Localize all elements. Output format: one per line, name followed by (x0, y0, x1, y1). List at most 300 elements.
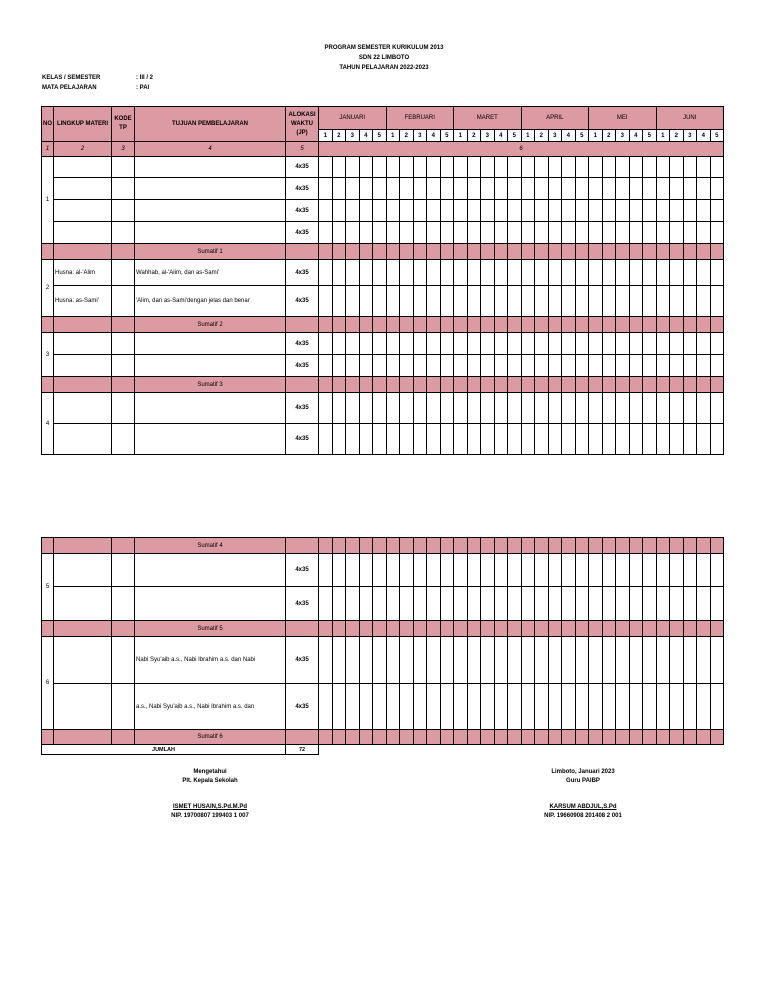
week-cell (508, 260, 522, 286)
week-cell (548, 554, 562, 587)
alokasi-cell: 4x35 (286, 157, 319, 178)
week-cell (508, 157, 522, 178)
week-cell (521, 554, 535, 587)
week-cell (386, 222, 400, 244)
week-cell (319, 377, 333, 393)
week-cell (481, 393, 495, 424)
kode-cell (112, 587, 135, 621)
week-cell (521, 621, 535, 637)
week-cell (535, 260, 549, 286)
week-cell (508, 621, 522, 637)
week-cell (319, 554, 333, 587)
week-cell (697, 637, 711, 684)
week-cell (440, 260, 454, 286)
week-cell (575, 377, 589, 393)
week-cell (386, 637, 400, 684)
lingkup-cell (54, 554, 112, 587)
week-cell (467, 200, 481, 222)
week-number: 4 (562, 130, 576, 142)
week-cell (683, 621, 697, 637)
kode-cell (112, 621, 135, 637)
sig-left-line2: Plt. Kepala Sekolah (182, 778, 238, 784)
week-cell (535, 377, 549, 393)
week-cell (346, 621, 360, 637)
week-cell (602, 286, 616, 317)
alokasi-cell: 4x35 (286, 178, 319, 200)
alokasi-cell: 4x35 (286, 424, 319, 455)
week-cell (589, 377, 603, 393)
week-cell (467, 286, 481, 317)
week-cell (413, 637, 427, 684)
week-cell (508, 200, 522, 222)
week-cell (697, 244, 711, 260)
week-cell (346, 200, 360, 222)
week-cell (710, 260, 724, 286)
week-cell (697, 538, 711, 554)
week-cell (629, 222, 643, 244)
week-cell (575, 730, 589, 745)
column-number: 3 (112, 142, 135, 157)
week-cell (710, 355, 724, 377)
week-cell (710, 157, 724, 178)
week-number: 2 (332, 130, 346, 142)
week-cell (670, 244, 684, 260)
week-cell (440, 200, 454, 222)
week-cell (467, 333, 481, 355)
week-cell (508, 587, 522, 621)
col-kode-header: KODE TP (112, 107, 135, 142)
week-cell (373, 333, 387, 355)
week-cell (467, 538, 481, 554)
week-cell (332, 355, 346, 377)
week-cell (697, 333, 711, 355)
lingkup-cell (54, 538, 112, 554)
week-cell (548, 157, 562, 178)
week-cell (386, 684, 400, 730)
no-cell (42, 538, 54, 554)
week-cell (602, 684, 616, 730)
week-cell (602, 333, 616, 355)
week-cell (319, 621, 333, 637)
week-cell (602, 244, 616, 260)
week-cell (427, 554, 441, 587)
alokasi-cell: 4x35 (286, 286, 319, 317)
week-cell (616, 684, 630, 730)
week-cell (697, 200, 711, 222)
table-row (42, 157, 724, 178)
week-cell (319, 286, 333, 317)
week-cell (319, 730, 333, 745)
week-cell (440, 538, 454, 554)
week-cell (359, 333, 373, 355)
week-cell (643, 244, 657, 260)
week-cell (427, 222, 441, 244)
week-cell (548, 222, 562, 244)
week-cell (454, 637, 468, 684)
week-cell (346, 377, 360, 393)
kode-cell (112, 393, 135, 424)
week-cell (359, 377, 373, 393)
week-number: 1 (521, 130, 535, 142)
week-number: 1 (656, 130, 670, 142)
week-cell (467, 157, 481, 178)
week-cell (373, 157, 387, 178)
kode-cell (112, 377, 135, 393)
week-cell (643, 178, 657, 200)
week-cell (535, 286, 549, 317)
week-cell (670, 355, 684, 377)
week-cell (440, 393, 454, 424)
week-cell (697, 730, 711, 745)
week-cell (589, 637, 603, 684)
week-cell (589, 730, 603, 745)
week-cell (346, 286, 360, 317)
week-cell (521, 333, 535, 355)
alokasi-cell: 4x35 (286, 393, 319, 424)
week-cell (629, 621, 643, 637)
lingkup-cell: Husna: as-Sami' (54, 286, 112, 317)
week-cell (494, 157, 508, 178)
week-cell (346, 538, 360, 554)
week-cell (332, 637, 346, 684)
week-cell (359, 637, 373, 684)
tujuan-cell (135, 355, 286, 377)
alokasi-cell: 4x35 (286, 200, 319, 222)
week-cell (629, 355, 643, 377)
week-cell (643, 684, 657, 730)
week-cell (656, 621, 670, 637)
week-cell (373, 355, 387, 377)
week-cell (400, 730, 414, 745)
week-cell (643, 424, 657, 455)
week-cell (602, 178, 616, 200)
week-cell (602, 377, 616, 393)
week-cell (346, 260, 360, 286)
week-cell (656, 157, 670, 178)
week-cell (629, 178, 643, 200)
sumatif-label: Sumatif 5 (135, 621, 286, 637)
tujuan-cell (135, 424, 286, 455)
week-cell (683, 393, 697, 424)
week-cell (629, 157, 643, 178)
week-cell (683, 554, 697, 587)
no-cell: 5 (42, 554, 54, 621)
week-cell (589, 178, 603, 200)
week-cell (454, 317, 468, 333)
week-cell (697, 222, 711, 244)
month-header: JUNI (656, 107, 724, 130)
week-cell (467, 222, 481, 244)
week-cell (332, 317, 346, 333)
week-cell (589, 244, 603, 260)
week-cell (710, 587, 724, 621)
week-cell (440, 621, 454, 637)
week-cell (697, 157, 711, 178)
sig-right-name: KARSUM ABDJUL,S.Pd (549, 804, 617, 810)
week-cell (710, 222, 724, 244)
week-cell (440, 730, 454, 745)
table-row (42, 538, 724, 554)
sumatif-label: Sumatif 3 (135, 377, 286, 393)
week-cell (508, 178, 522, 200)
week-cell (373, 393, 387, 424)
week-cell (535, 317, 549, 333)
week-cell (467, 317, 481, 333)
week-cell (670, 554, 684, 587)
week-cell (629, 393, 643, 424)
tujuan-cell (135, 393, 286, 424)
week-cell (521, 538, 535, 554)
week-cell (386, 538, 400, 554)
week-cell (319, 222, 333, 244)
table-row (42, 554, 724, 587)
week-cell (454, 730, 468, 745)
week-cell (454, 286, 468, 317)
week-cell (670, 377, 684, 393)
lingkup-cell (54, 424, 112, 455)
week-cell (386, 587, 400, 621)
week-cell (332, 554, 346, 587)
program-semester-table-page1 (41, 106, 724, 455)
table-row (42, 377, 724, 393)
week-cell (481, 333, 495, 355)
week-cell (386, 260, 400, 286)
week-cell (494, 621, 508, 637)
week-cell (346, 244, 360, 260)
table-row (42, 142, 724, 157)
week-cell (494, 587, 508, 621)
week-cell (670, 222, 684, 244)
week-cell (683, 538, 697, 554)
week-cell (481, 621, 495, 637)
week-cell (629, 377, 643, 393)
week-cell (683, 730, 697, 745)
week-cell (656, 377, 670, 393)
alokasi-cell: 4x35 (286, 355, 319, 377)
week-cell (589, 621, 603, 637)
week-cell (643, 587, 657, 621)
week-cell (535, 355, 549, 377)
week-cell (373, 637, 387, 684)
week-cell (413, 260, 427, 286)
no-cell (42, 317, 54, 333)
week-cell (413, 200, 427, 222)
week-cell (346, 637, 360, 684)
week-cell (440, 554, 454, 587)
week-cell (670, 684, 684, 730)
week-cell (386, 355, 400, 377)
week-cell (616, 286, 630, 317)
week-cell (710, 684, 724, 730)
week-cell (454, 587, 468, 621)
week-cell (332, 333, 346, 355)
alokasi-cell: 4x35 (286, 684, 319, 730)
week-cell (332, 157, 346, 178)
week-cell (589, 554, 603, 587)
week-cell (697, 554, 711, 587)
no-cell: 4 (42, 393, 54, 455)
week-cell (575, 587, 589, 621)
week-cell (454, 333, 468, 355)
week-cell (373, 730, 387, 745)
week-cell (467, 355, 481, 377)
table-row (42, 200, 724, 222)
kode-cell (112, 244, 135, 260)
school-name: SDN 22 LIMBOTO (358, 55, 410, 61)
week-cell (562, 317, 576, 333)
week-cell (683, 178, 697, 200)
mapel-label: MATA PELAJARAN (42, 85, 97, 91)
week-cell (400, 377, 414, 393)
week-cell (602, 260, 616, 286)
week-cell (562, 684, 576, 730)
week-cell (508, 355, 522, 377)
kode-cell (112, 178, 135, 200)
week-cell (508, 222, 522, 244)
alokasi-cell (286, 730, 319, 745)
week-cell (629, 333, 643, 355)
week-cell (670, 286, 684, 317)
week-cell (413, 333, 427, 355)
week-cell (521, 424, 535, 455)
week-cell (683, 637, 697, 684)
sumatif-label: Sumatif 4 (135, 538, 286, 554)
week-cell (535, 554, 549, 587)
week-cell (643, 730, 657, 745)
week-cell (670, 730, 684, 745)
week-cell (656, 538, 670, 554)
week-cell (346, 222, 360, 244)
week-cell (427, 333, 441, 355)
week-number: 5 (643, 130, 657, 142)
tujuan-cell (135, 587, 286, 621)
week-cell (400, 424, 414, 455)
no-cell (42, 377, 54, 393)
week-cell (670, 333, 684, 355)
week-cell (710, 538, 724, 554)
week-cell (481, 355, 495, 377)
lingkup-cell (54, 157, 112, 178)
kode-cell (112, 157, 135, 178)
table-row (42, 424, 724, 455)
week-cell (521, 587, 535, 621)
week-cell (562, 200, 576, 222)
week-cell (616, 730, 630, 745)
col-no-header: NO (42, 107, 54, 142)
week-cell (440, 157, 454, 178)
week-cell (629, 244, 643, 260)
week-cell (454, 355, 468, 377)
lingkup-cell (54, 637, 112, 684)
month-header: MARET (454, 107, 522, 130)
table-row (42, 260, 724, 286)
alokasi-cell: 4x35 (286, 260, 319, 286)
week-cell (575, 178, 589, 200)
week-cell (440, 317, 454, 333)
week-cell (575, 424, 589, 455)
week-cell (346, 333, 360, 355)
week-cell (481, 260, 495, 286)
lingkup-cell (54, 377, 112, 393)
week-cell (616, 244, 630, 260)
alokasi-cell (286, 377, 319, 393)
week-cell (548, 424, 562, 455)
week-cell (548, 393, 562, 424)
week-cell (589, 538, 603, 554)
week-cell (359, 286, 373, 317)
week-cell (535, 393, 549, 424)
week-cell (575, 684, 589, 730)
column-number: 4 (135, 142, 286, 157)
week-cell (602, 538, 616, 554)
week-cell (346, 554, 360, 587)
week-cell (535, 684, 549, 730)
week-cell (346, 317, 360, 333)
week-cell (494, 222, 508, 244)
week-cell (400, 157, 414, 178)
signature-right (503, 769, 663, 819)
week-cell (359, 222, 373, 244)
week-cell (562, 538, 576, 554)
table-row (42, 333, 724, 355)
week-cell (400, 621, 414, 637)
week-cell (494, 424, 508, 455)
week-cell (683, 684, 697, 730)
week-cell (602, 200, 616, 222)
sig-right-line2: Guru PAIBP (566, 778, 600, 784)
week-cell (454, 554, 468, 587)
week-cell (575, 333, 589, 355)
week-number: 1 (319, 130, 333, 142)
week-cell (494, 554, 508, 587)
week-cell (575, 200, 589, 222)
lingkup-cell (54, 355, 112, 377)
week-number: 2 (535, 130, 549, 142)
week-cell (616, 157, 630, 178)
week-cell (427, 200, 441, 222)
week-cell (319, 178, 333, 200)
week-cell (332, 200, 346, 222)
week-cell (332, 538, 346, 554)
week-cell (440, 244, 454, 260)
tujuan-cell (135, 178, 286, 200)
week-cell (481, 317, 495, 333)
week-cell (332, 222, 346, 244)
week-cell (602, 317, 616, 333)
week-cell (481, 637, 495, 684)
week-cell (386, 200, 400, 222)
week-cell (521, 157, 535, 178)
week-cell (386, 333, 400, 355)
week-cell (454, 377, 468, 393)
week-cell (373, 684, 387, 730)
week-cell (454, 222, 468, 244)
week-cell (319, 260, 333, 286)
column-number: 5 (286, 142, 319, 157)
week-cell (508, 554, 522, 587)
alokasi-cell: 4x35 (286, 587, 319, 621)
column-number: 1 (42, 142, 54, 157)
week-cell (359, 157, 373, 178)
week-cell (319, 538, 333, 554)
week-number: 5 (508, 130, 522, 142)
week-cell (548, 200, 562, 222)
week-cell (413, 538, 427, 554)
table-row (42, 178, 724, 200)
kode-cell (112, 355, 135, 377)
week-cell (427, 730, 441, 745)
week-cell (683, 157, 697, 178)
